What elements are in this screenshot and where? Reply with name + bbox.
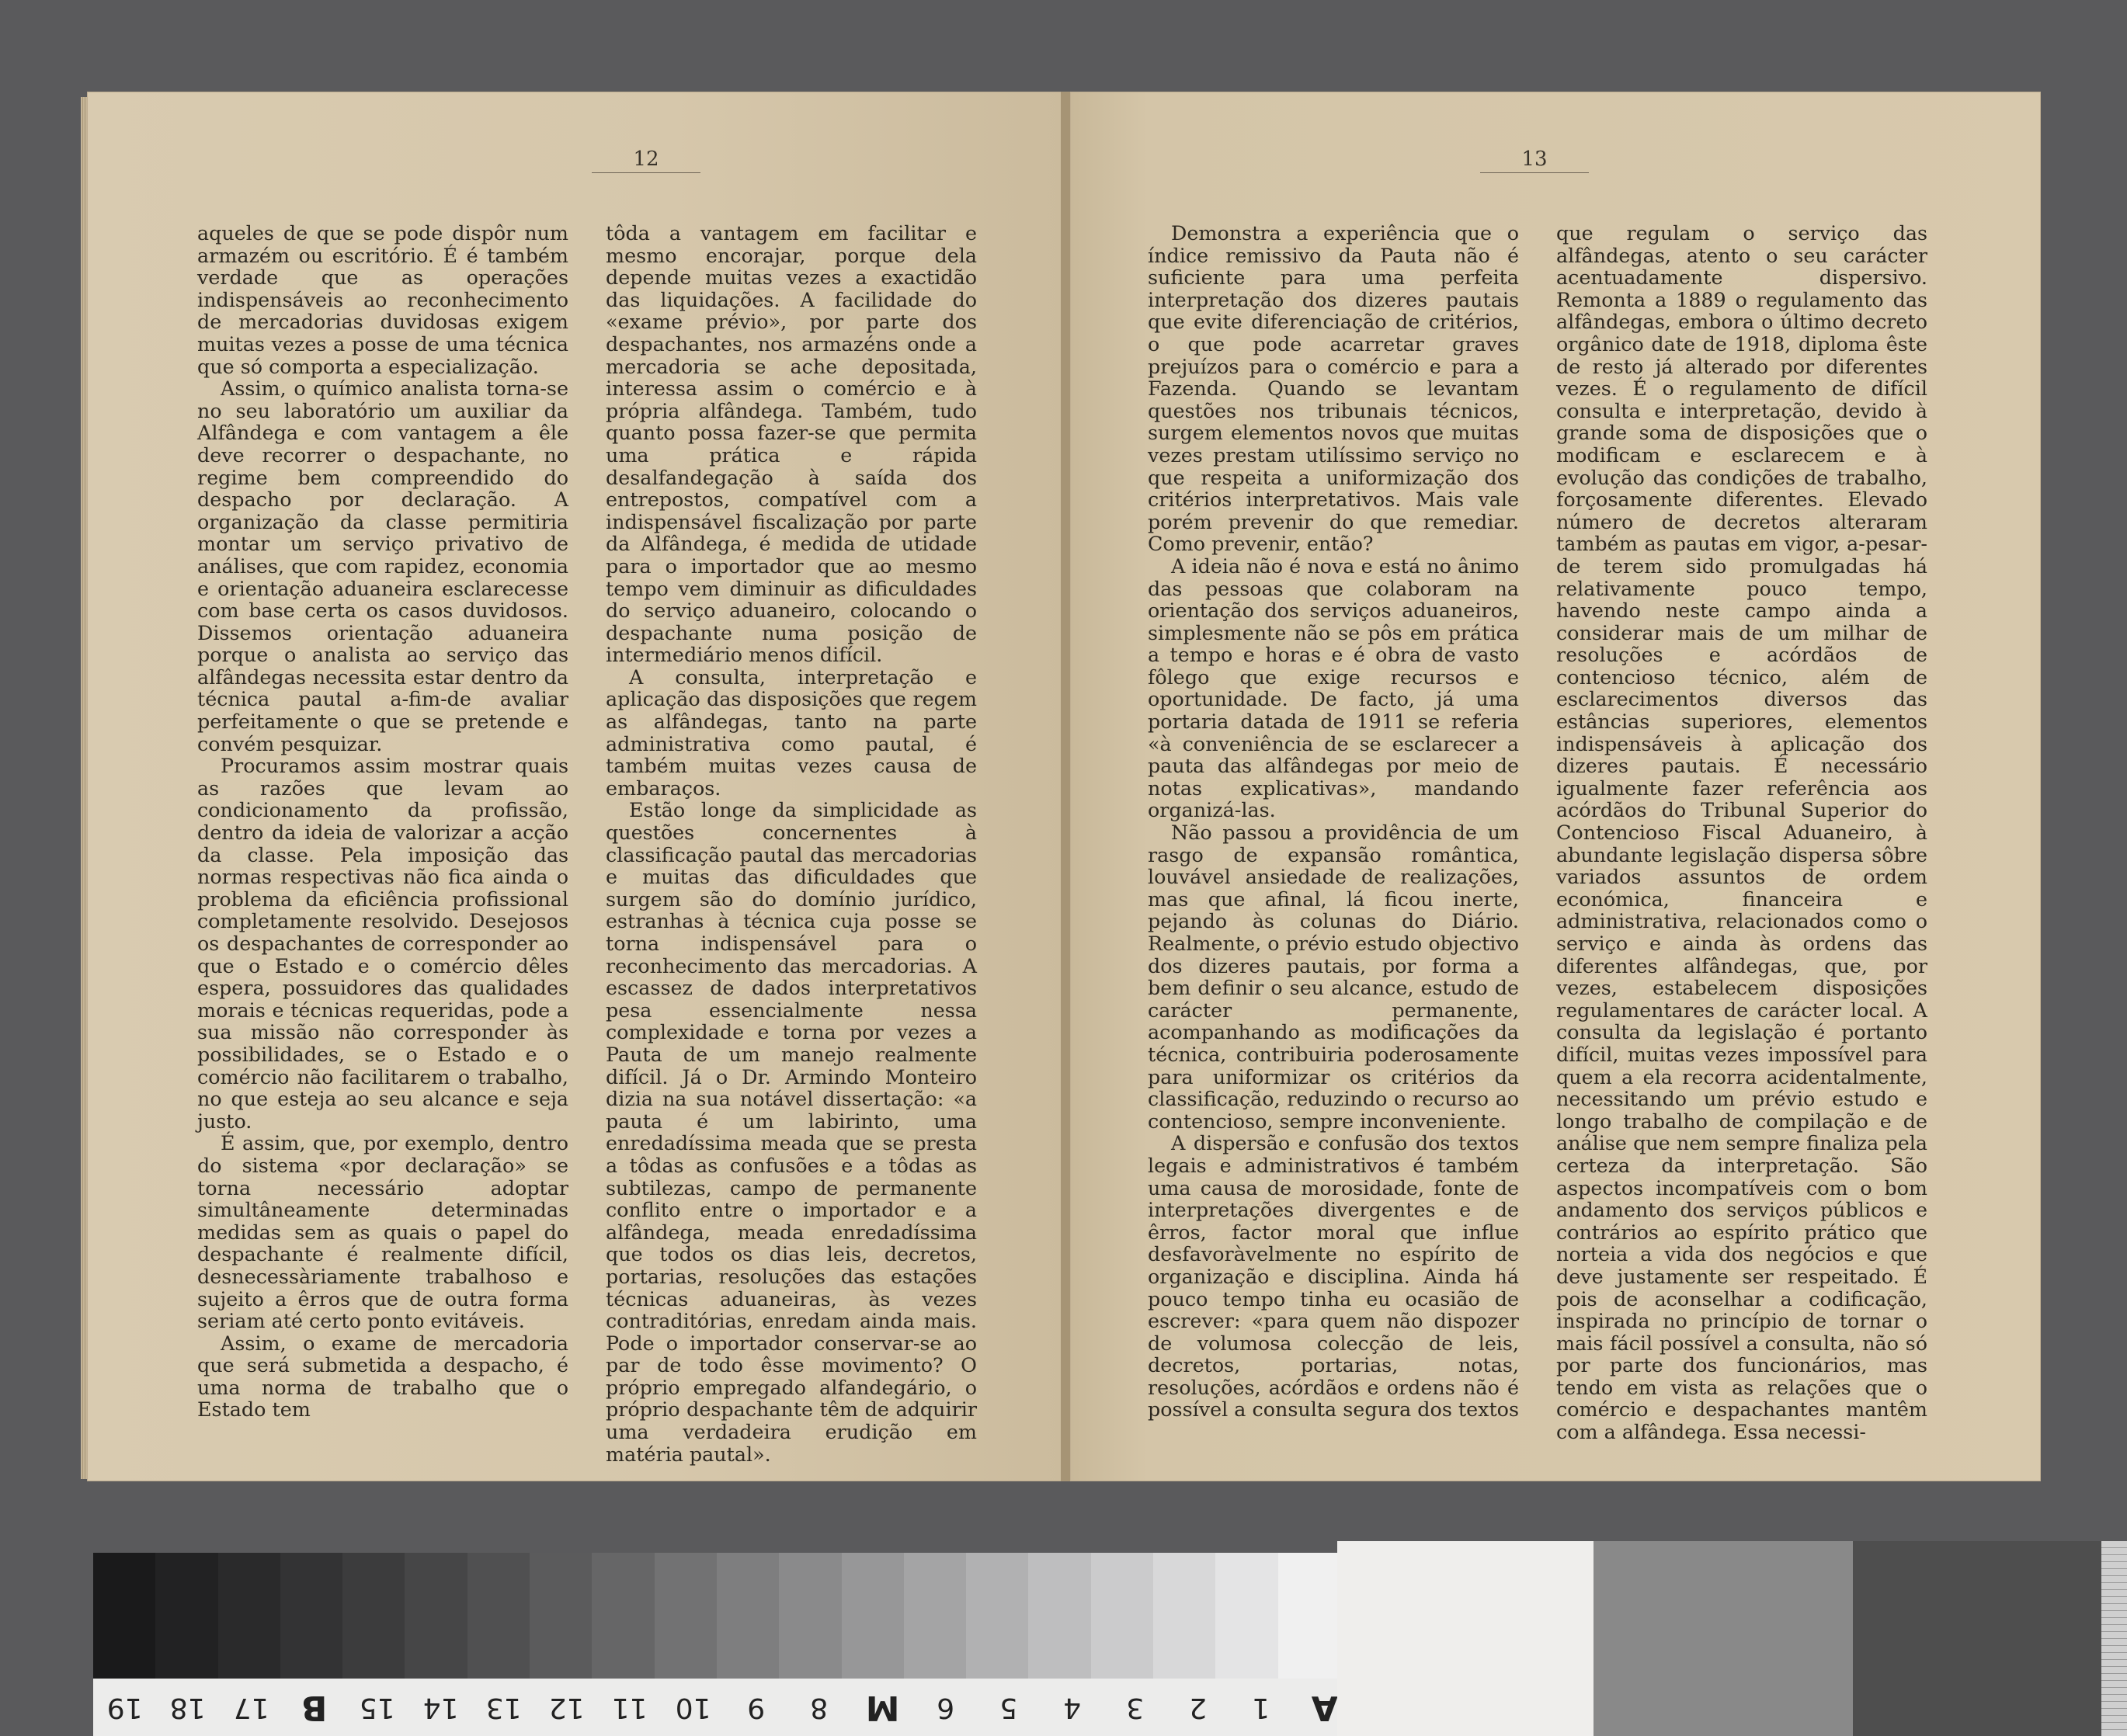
paragraph: A dispersão e confusão dos textos legais e administrativos é também uma causa de morosidade, fonte de interpretações divergentes e de êrros, factor moral que influe desfavoràvelmente no espírito de organização e disciplina. Ainda há pouco tempo tinha eu ocasião de escrever: «para quem não dispozer de volumosa colecção de leis, decretos, portarias, notas, resoluções, acórdãos e ordens não é possível a consulta segura dos textos — [1148, 1131, 1519, 1422]
ruler-label: 12 — [548, 1691, 585, 1724]
page-number-left: 12 — [592, 148, 700, 173]
measurement-scale — [2101, 1541, 2127, 1736]
dark-grey-reference-card — [1853, 1541, 2101, 1736]
page-number-right: 13 — [1480, 148, 1589, 173]
ruler-label: M — [865, 1687, 900, 1727]
paragraph: Assim, o químico analista torna-se no seu laboratório um auxiliar da Alfândega e com vantagem a êle deve recorrer o despachante, no regime bem compreendido do despacho por declaração. A organização da classe permitiria montar um serviço privativo de análises, que com rapidez, economia e orientação aduaneira esclarecesse com base certa os casos duvidosos. Dissemos orientação aduaneira porque o analista ao serviço das alfândegas necessita estar dentro da técnica pautal a-fim-de avaliar perfeitamente o que se pretende e convém pesquizar. — [197, 377, 568, 755]
ruler-label: B — [301, 1687, 328, 1727]
paragraph: Procuramos assim mostrar quais as razões que levam ao condicionamento da profissão, dentro da ideia de valorizar a acção da classe. Pela imposição das normas respectivas não fica ainda o problema da eficiência profissional completamente resolvido. Desejosos os despachantes de corresponder ao que o Estado e o comércio dêles espera, possuidores das qualidades morais e técnicas requeridas, pode a sua missão não corresponder às possibilidades, se o Estado e o comércio não facilitarem o trabalho, no que esteja ao seu alcance e seja justo. — [197, 754, 568, 1133]
left-column-2 — [606, 222, 977, 1465]
ruler-label: 4 — [1062, 1691, 1081, 1724]
ruler-label: 6 — [937, 1691, 955, 1724]
ruler-label: 8 — [810, 1691, 829, 1724]
ruler-label: 9 — [747, 1691, 766, 1724]
ruler-label: 15 — [360, 1691, 395, 1724]
paragraph: Assim, o exame de mercadoria que será submetida a despacho, é uma norma de trabalho que o Estado tem — [197, 1331, 568, 1422]
left-column-1 — [197, 222, 568, 1421]
paragraph: A consulta, interpretação e aplicação das disposições que regem as alfândegas, tanto na parte administrativa como pautal, é também muitas vezes causa de embaraços. — [606, 665, 977, 800]
paragraph: A ideia não é nova e está no ânimo das pessoas que colaboram na orientação dos serviços aduaneiros, simplesmente não se pôs em prática a tempo e horas e é obra de vasto fôlego que exige recursos e oportunidade. De facto, já uma portaria datada de 1911 se referia «à conveniência de se esclarecer a pauta das alfândegas por meio de notas explicativas», mandando organizá-las. — [1148, 554, 1519, 822]
ruler-label: 17 — [233, 1691, 269, 1724]
right-column-1 — [1148, 222, 1519, 1421]
paragraph: Estão longe da simplicidade as questões concernentes à classificação pautal das mercadorias e muitas das dificuldades que surgem são do domínio jurídico, estranhas à técnica cuja posse se torna indispensável para o reconhecimento das mercadorias. A escassez de dados interpretativos pesa essencialmente nessa complexidade e torna por vezes a Pauta de um manejo realmente difícil. Já o Dr. Armindo Monteiro dizia na sua notável dissertação: «a pauta é um labirinto, uma enredadíssima meada que se presta a tôdas as confusões e a tôdas as subtilezas, campo de permanente conflito entre o importador e a alfândega, meada enredadíssima que todos os dias leis, decretos, portarias, resoluções das estações técnicas aduaneiras, às vezes contraditórias, enredam ainda mais. Pode o importador conservar-se ao par de todo êsse movimento? O próprio empregado alfandegário, o próprio despachante têm de adquirir uma verdadeira erudição em matéria pautal». — [606, 798, 977, 1466]
ruler-label: 3 — [1126, 1691, 1144, 1724]
paragraph: tôda a vantagem em facilitar e mesmo encorajar, porque dela depende muitas vezes a exactidão das liquidações. A facilidade do «exame prévio», por parte dos despachantes, nos armazéns onde a mercadoria se ache depositada, interessa assim o comércio e à própria alfândega. Também, tudo quanto possa fazer-se que permita uma prática e rápida desalfandegação à saída dos entrepostos, compatível com a indispensável fiscalização por parte da Alfândega, é medida de utidade para o importador que ao mesmo tempo vem diminuir as dificuldades do serviço aduaneiro, colocando o despachante numa posição de intermediário menos difícil. — [606, 221, 977, 667]
paragraph: Não passou a providência de um rasgo de expansão romântica, louvável ansiedade de realizações, mas que afinal, lá ficou inerte, pejando às colunas do Diário. Realmente, o prévio estudo objectivo dos dizeres pautais, por forma a bem definir o seu alcance, estudo de carácter permanente, acompanhando as modificações da técnica, contribuiria poderosamente para uniformizar os critérios da classificação, reduzindo o recurso ao contencioso, sempre inconveniente. — [1148, 821, 1519, 1133]
paragraph: aqueles de que se pode dispôr num armazém ou escritório. É é também verdade que as operações indispensáveis ao reconhecimento de mercadorias duvidosas exigem muitas vezes a posse de uma técnica que só comporta a especialização. — [197, 221, 568, 378]
paragraph: que regulam o serviço das alfândegas, atento o seu carácter acentuadamente dispersivo. Remonta a 1889 o regulamento das alfândegas, embora o último decreto orgânico date de 1918, diploma êste de resto já alterado por diferentes vezes. É o regulamento de difícil consulta e interpretação, devido à grande soma de disposições que o modificam e esclarecem e à evolução das condições de trabalho, forçosamente diferentes. Elevado número de decretos alteraram também as pautas em vigor, a-pesar-de terem sido promulgadas há relativamente pouco tempo, havendo neste campo ainda a considerar mais de um milhar de resoluções e acórdãos de contencioso técnico, além de esclarecimentos diversos das estâncias superiores, elementos indispensáveis à aplicação dos dizeres pautais. É necessário igualmente fazer referência aos acórdãos do Tribunal Superior do Contencioso Fiscal Aduaneiro, à abundante legislação dispersa sôbre variados assuntos de ordem económica, financeira e administrativa, relacionados como o serviço e ainda às ordens das diferentes alfândegas, que, por vezes, estabelecem disposições regulamentares de carácter local. A consulta da legislação é portanto difícil, muitas vezes impossível para quem a ela recorra acidentalmente, necessitando um prévio estudo e longo trabalho de compilação e de análise que nem sempre finaliza pela certeza da interpretação. São aspectos incompatíveis com o bom andamento dos serviços públicos e contrários ao espírito prático que norteia a vida dos negócios e que deve justamente ser respeitado. É pois de aconselhar a codificação, inspirada no princípio de tornar o mais fácil possível a consulta, não só por parte dos funcionários, mas tendo em vista as relações que o comércio e despachantes mantêm com a alfândega. Essa necessi- — [1556, 221, 1927, 1444]
color-target-ruler — [93, 1679, 1356, 1736]
right-page — [1070, 92, 2041, 1481]
ruler-label: A — [1311, 1687, 1338, 1727]
paragraph: É assim, que, por exemplo, dentro do sistema «por declaração» se torna necessário adoptar simultâneamente determinadas medidas sem as quais o papel do despachante é realmente difícil, desnecessàriamente trabalhoso e sujeito a êrros que de outra forma seriam até certo ponto evitáveis. — [197, 1131, 568, 1333]
ruler-label: 10 — [675, 1691, 711, 1724]
left-page — [87, 92, 1064, 1481]
ruler-label: 11 — [612, 1691, 648, 1724]
ruler-label: 1 — [1252, 1691, 1270, 1724]
ruler-label: 14 — [422, 1691, 459, 1724]
paragraph: Demonstra a experiência que o índice remissivo da Pauta não é suficiente para uma perfeita interpretação dos dizeres pautais que evite diferenciação de critérios, o que pode acarretar graves prejuízos para o comércio e para a Fazenda. Quando se levantam questões nos tribunais técnicos, surgem elementos novos que muitas vezes prestam utilíssimo serviço no que respeita a uniformização dos critérios interpretativos. Mais vale porém prevenir do que remediar. Como prevenir, então? — [1148, 221, 1519, 556]
white-reference-card — [1337, 1541, 1594, 1736]
ruler-label: 18 — [170, 1691, 206, 1724]
ruler-label: 13 — [485, 1691, 522, 1724]
grey-reference-card — [1594, 1541, 1853, 1736]
ruler-label: 2 — [1189, 1691, 1208, 1724]
ruler-label: 5 — [999, 1691, 1018, 1724]
ruler-label: 19 — [106, 1691, 143, 1724]
right-column-2 — [1556, 222, 1927, 1443]
